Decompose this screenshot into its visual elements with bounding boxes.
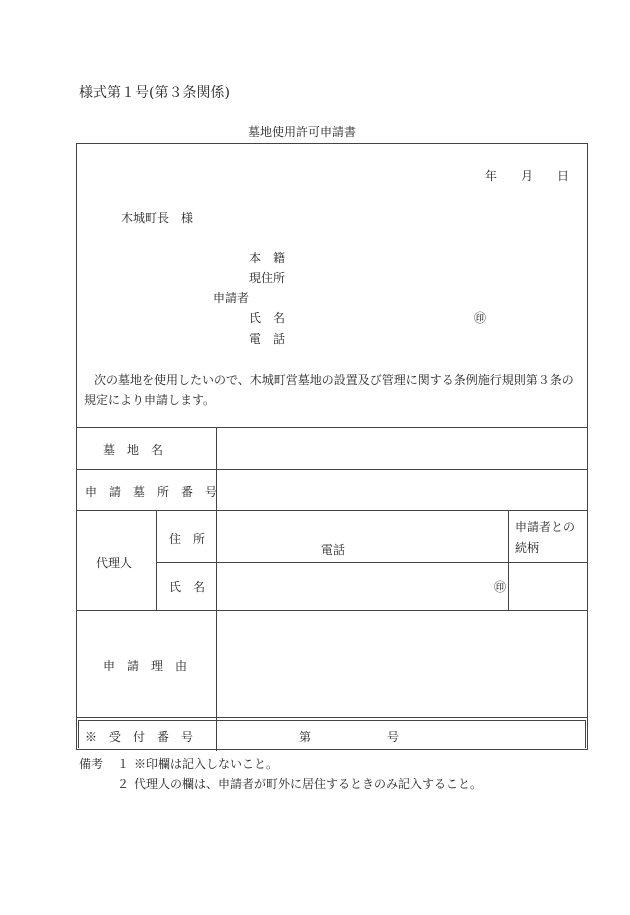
rule-receipt-right	[585, 720, 586, 748]
addressee: 木城町長 様	[121, 211, 194, 225]
honseki-label: 本 籍	[249, 251, 286, 265]
rule-col-relationship	[508, 510, 509, 610]
note-1-number: １	[117, 757, 130, 771]
reason-label: 申 請 理 由	[103, 659, 188, 673]
notes-heading: 備考	[79, 757, 104, 771]
rule-table-top	[77, 427, 587, 428]
phone-label: 電 話	[249, 332, 286, 346]
rule-row-3	[77, 610, 587, 611]
statement-line-1: 次の墓地を使用したいので、木城町営墓地の設置及び管理に関する条例施行規則第３条の	[94, 373, 574, 387]
address-label: 現住所	[249, 271, 286, 285]
seal-mark: ㊞	[474, 311, 487, 325]
rule-agent-mid	[156, 562, 587, 563]
note-2-number: ２	[117, 777, 130, 791]
agent-label: 代理人	[96, 556, 133, 570]
date-day: 日	[557, 169, 570, 183]
rule-col-agent	[156, 510, 157, 610]
rule-col-label	[216, 427, 217, 751]
rule-row-1	[77, 469, 587, 470]
document-title: 墓地使用許可申請書	[248, 125, 357, 139]
name-label: 氏 名	[249, 311, 286, 325]
rule-receipt-left	[78, 720, 79, 748]
application-form	[76, 143, 588, 750]
relationship-label-2: 続柄	[515, 541, 540, 555]
rule-row-4-double	[78, 720, 586, 721]
agent-address-label: 住 所	[169, 532, 206, 546]
rule-row-2	[77, 510, 587, 511]
agent-phone-label: 電話	[321, 543, 346, 557]
form-id: 様式第１号(第３条関係)	[79, 85, 230, 101]
note-2-text: 代理人の欄は、申請者が町外に居住するときのみ記入すること。	[134, 777, 483, 791]
agent-seal-mark: ㊞	[494, 580, 507, 594]
date-year: 年	[485, 169, 498, 183]
relationship-label-1: 申請者との	[515, 520, 576, 534]
plot-number-label: 申 請 墓 所 番 号	[85, 485, 218, 499]
date-month: 月	[521, 169, 534, 183]
receipt-go: 号	[387, 730, 400, 744]
agent-name-label: 氏 名	[169, 580, 206, 594]
receipt-dai: 第	[299, 730, 312, 744]
rule-row-4	[77, 717, 587, 718]
note-1-text: ※印欄は記入しないこと。	[134, 757, 279, 771]
receipt-number-label: ※ 受 付 番 号	[85, 730, 194, 744]
cemetery-name-label: 墓 地 名	[103, 443, 164, 457]
statement-line-2: 規定により申請します。	[84, 393, 216, 407]
applicant-label: 申請者	[213, 291, 250, 305]
